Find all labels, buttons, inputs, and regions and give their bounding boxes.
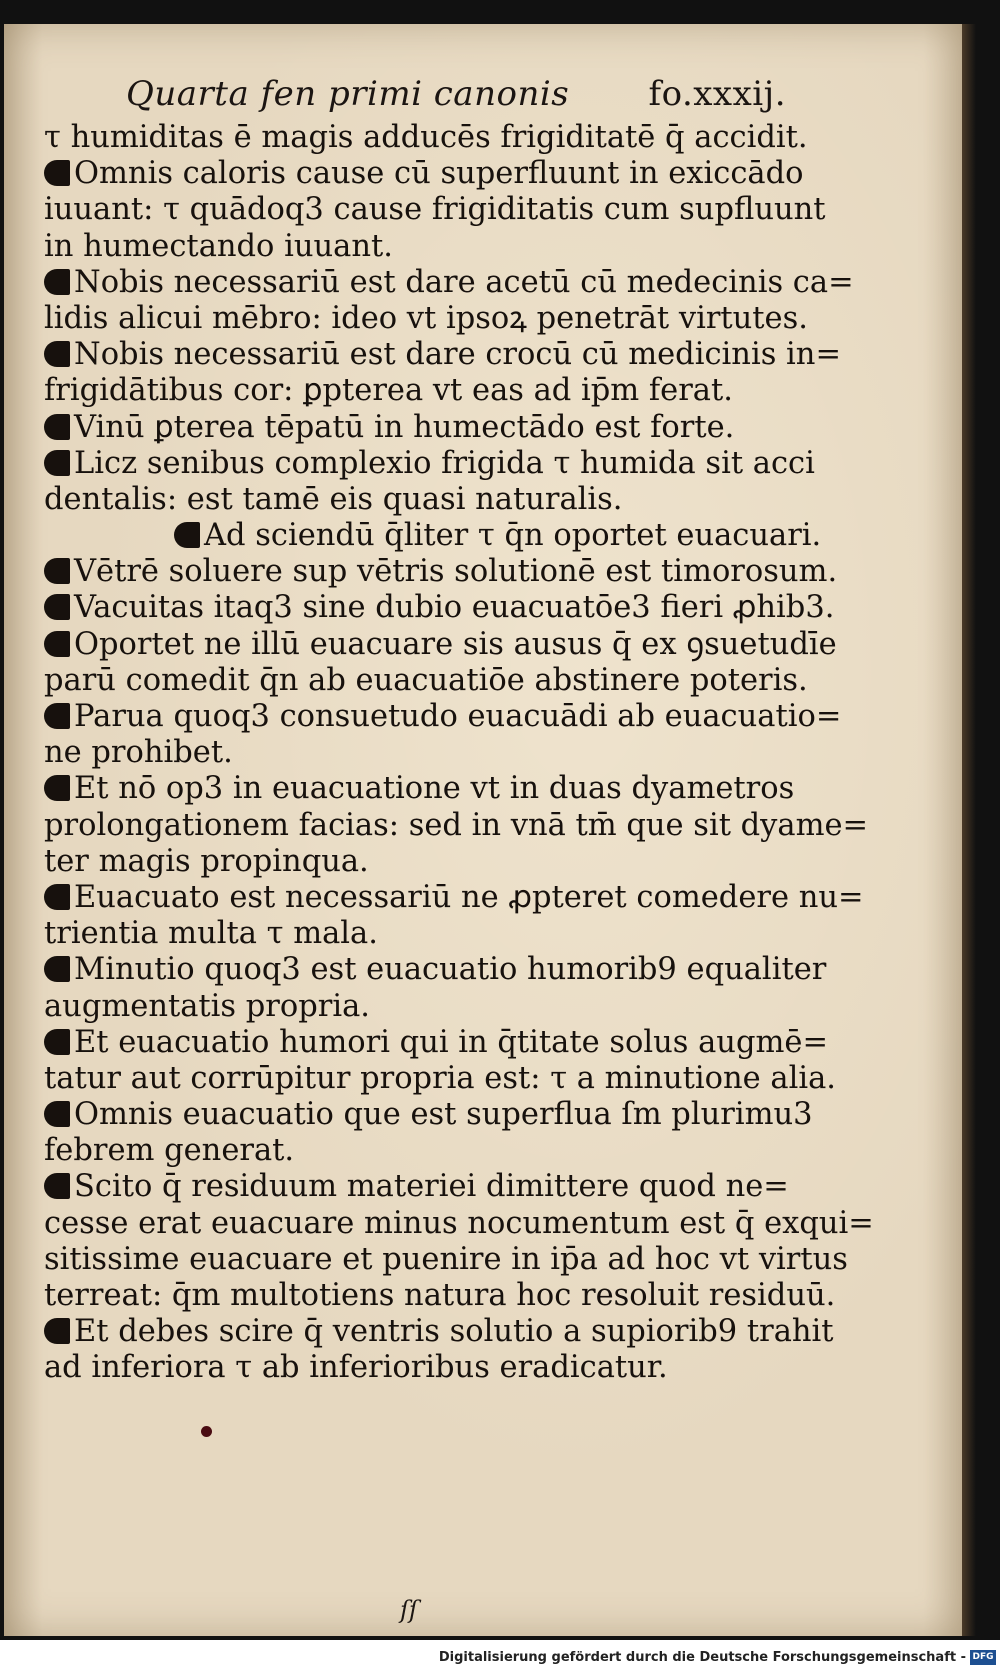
section-heading: Ad sciendū q̄liter τ q̄n oportet euacuari. [44,518,824,554]
text-line: Vētrē soluere sup vētris solutionē est timorosum. [44,554,824,590]
text-line: Nobis necessariū est dare crocū cū medicinis in= [44,337,824,373]
pilcrow-icon [44,1318,70,1344]
pilcrow-icon [44,631,70,657]
text-line: ter magis propinqua. [44,843,369,879]
running-head [126,74,786,118]
text-line: trientia multa τ mala. [44,916,378,952]
text-line: tatur aut corrūpitur propria est: τ a minutione alia. [44,1060,836,1096]
pilcrow-icon [44,341,70,367]
text-line: parū comedit q̄n ab euacuatiōe abstinere poteris. [44,662,808,698]
text-line: Omnis euacuatio que est superflua ſm plurimu3 [44,1097,824,1133]
text-line: Minutio quoq3 est euacuatio humorib9 equaliter [44,952,824,988]
text-line: dentalis: est tamē eis quasi naturalis. [44,481,623,517]
pilcrow-icon [44,594,70,620]
text-line: sitissime euacuare et puenire in ip̄a ad hoc vt virtus [44,1241,848,1277]
text-line: prolongationem facias: sed in vnā tm̄ que sit dyame= [44,807,869,843]
text-line: Euacuato est necessariū ne ꝓpteret comedere nu= [44,880,824,916]
text-line: Omnis caloris cause cū superfluunt in exiccādo [44,156,824,192]
pilcrow-icon [44,956,70,982]
text-line: Et euacuatio humori qui in q̄titate solus augmē= [44,1025,824,1061]
text-line: Et nō op3 in euacuatione vt in duas dyametros [44,771,824,807]
pilcrow-icon [44,884,70,910]
pilcrow-icon [44,703,70,729]
folio-number: fo.xxxij. [648,74,786,114]
text-line: augmentatis propria. [44,988,370,1024]
pilcrow-icon [44,558,70,584]
text-line: Nobis necessariū est dare acetū cū medecinis ca= [44,265,824,301]
page-edge-shadow [962,24,976,1636]
pilcrow-icon [44,414,70,440]
pilcrow-icon [44,1101,70,1127]
text-line: cesse erat euacuare minus nocumentum est q̄ exqui= [44,1205,874,1241]
pilcrow-icon [44,775,70,801]
running-head-title: Quarta fen primi canonis [126,74,570,114]
text-line: Vacuitas itaq3 sine dubio euacuatōe3 fieri ꝓhib3. [44,590,824,626]
pilcrow-icon [44,1173,70,1199]
text-line: τ humiditas ē magis adducēs frigiditatē q̄ accidit. [44,120,808,155]
text-line: frigidātibus cor: ꝑpterea vt eas ad ip̄m ferat. [44,373,733,409]
pilcrow-icon [174,522,200,548]
text-line: iuuant: τ quādoq3 cause frigiditatis cum supfluunt [44,192,826,228]
text-line: ad inferiora τ ab inferioribus eradicatur. [44,1350,668,1386]
dfg-logo-icon[interactable]: DFG [970,1650,996,1665]
text-line: Vinū ꝑterea tēpatū in humectādo est forte. [44,410,824,446]
pilcrow-icon [44,450,70,476]
text-line: terreat: q̄m multotiens natura hoc resoluit residuū. [44,1278,836,1313]
text-line: Oportet ne illū euacuare sis ausus q̄ ex ꝯsuetudīe [44,627,824,663]
text-line: ne prohibet. [44,735,233,771]
text-line: Scito q̄ residuum materiei dimittere quod ne= [44,1169,824,1205]
text-block [44,120,874,1387]
pilcrow-icon [44,160,70,186]
text-line: Licz senibus complexio frigida τ humida sit acci [44,446,824,482]
pilcrow-icon [44,1029,70,1055]
text-line: Parua quoq3 consuetudo euacuādi ab euacuatio= [44,699,824,735]
text-line: in humectando iuuant. [44,228,393,264]
ink-mark [201,1426,212,1437]
signature-mark: ſſ [400,1596,418,1624]
text-line: lidis alicui mēbro: ideo vt ipsoꝝ penetrāt virtutes. [44,300,808,336]
pilcrow-icon [44,269,70,295]
footer-credit: Digitalisierung gefördert durch die Deutsche Forschungsgemeinschaft - [438,1650,966,1665]
text-line: Et debes scire q̄ ventris solutio a supiorib9 trahit [44,1314,824,1350]
text-line: febrem generat. [44,1133,295,1169]
